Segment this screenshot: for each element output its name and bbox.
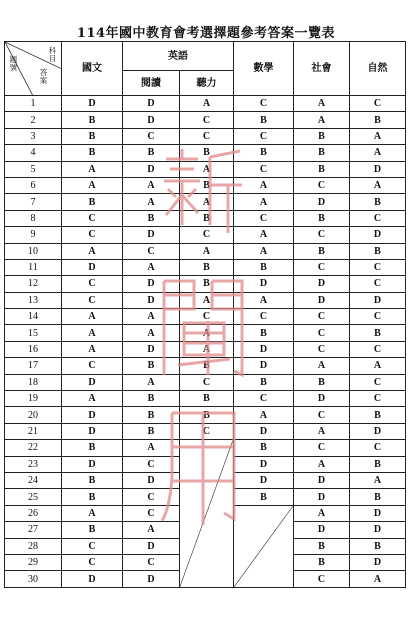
table-row	[5, 128, 406, 144]
question-number: 30	[5, 571, 62, 587]
table-row	[5, 259, 406, 275]
answer-science: B	[350, 325, 406, 341]
answer-listening: B	[180, 210, 234, 226]
answer-chinese: B	[62, 194, 123, 210]
table-row	[5, 227, 406, 243]
question-number: 15	[5, 325, 62, 341]
answer-chinese: B	[62, 128, 123, 144]
answer-science: C	[350, 309, 406, 325]
answer-social: B	[294, 161, 350, 177]
question-number: 9	[5, 227, 62, 243]
answer-reading: D	[123, 227, 180, 243]
answer-science: D	[350, 423, 406, 439]
answer-reading: A	[123, 440, 180, 456]
answer-social: C	[294, 325, 350, 341]
answer-reading: C	[123, 128, 180, 144]
answer-listening: A	[180, 325, 234, 341]
answer-science: D	[350, 292, 406, 308]
answer-social: B	[294, 128, 350, 144]
question-number: 6	[5, 177, 62, 193]
answer-math: C	[234, 309, 294, 325]
corner-subject-label: 科目	[48, 46, 57, 63]
table-row	[5, 358, 406, 374]
answer-math: B	[234, 145, 294, 161]
table-row	[5, 292, 406, 308]
answer-math: C	[234, 128, 294, 144]
answer-listening: A	[180, 243, 234, 259]
answer-listening: B	[180, 259, 234, 275]
answer-reading: C	[123, 489, 180, 505]
answer-listening: A	[180, 292, 234, 308]
answer-science: A	[350, 145, 406, 161]
table-row	[5, 161, 406, 177]
question-number: 26	[5, 505, 62, 521]
question-number: 16	[5, 341, 62, 357]
answer-math: A	[234, 194, 294, 210]
question-number: 17	[5, 358, 62, 374]
answer-math: C	[234, 210, 294, 226]
answer-social: C	[294, 407, 350, 423]
answer-math: A	[234, 243, 294, 259]
answer-social: D	[294, 522, 350, 538]
answer-chinese: B	[62, 112, 123, 128]
header-listening: 聽力	[180, 71, 234, 96]
table-row	[5, 276, 406, 292]
answer-chinese: D	[62, 259, 123, 275]
answer-chinese: D	[62, 96, 123, 112]
answer-social: C	[294, 440, 350, 456]
answer-social: B	[294, 374, 350, 390]
answer-reading: D	[123, 571, 180, 587]
table-row	[5, 374, 406, 390]
answer-chinese: B	[62, 440, 123, 456]
answer-math: D	[234, 358, 294, 374]
header-science: 自然	[350, 42, 406, 96]
answer-science: B	[350, 456, 406, 472]
answer-reading: C	[123, 505, 180, 521]
question-number: 13	[5, 292, 62, 308]
table-row	[5, 177, 406, 193]
answer-reading: D	[123, 112, 180, 128]
answer-listening: B	[180, 407, 234, 423]
question-number: 28	[5, 538, 62, 554]
question-number: 29	[5, 554, 62, 570]
answer-math: B	[234, 112, 294, 128]
header-social: 社會	[294, 42, 350, 96]
answer-listening: A	[180, 194, 234, 210]
answer-chinese: D	[62, 423, 123, 439]
answer-listening: A	[180, 96, 234, 112]
table-row	[5, 112, 406, 128]
answer-listening: A	[180, 341, 234, 357]
answer-science: A	[350, 177, 406, 193]
answer-reading: B	[123, 358, 180, 374]
answer-social: D	[294, 472, 350, 488]
answer-social: B	[294, 538, 350, 554]
answer-social: D	[294, 489, 350, 505]
answer-social: C	[294, 227, 350, 243]
corner-header-cell	[5, 42, 62, 96]
answer-social: D	[294, 194, 350, 210]
answer-chinese: A	[62, 325, 123, 341]
answer-science: A	[350, 472, 406, 488]
answer-social: A	[294, 358, 350, 374]
answer-table	[4, 41, 406, 588]
corner-answer-label: 答案	[39, 68, 48, 85]
header-reading: 閱讀	[123, 71, 180, 96]
table-row	[5, 440, 406, 456]
answer-science: B	[350, 538, 406, 554]
answer-science: B	[350, 243, 406, 259]
table-row	[5, 423, 406, 439]
answer-reading: A	[123, 374, 180, 390]
answer-reading: A	[123, 259, 180, 275]
answer-social: C	[294, 177, 350, 193]
answer-reading: D	[123, 276, 180, 292]
question-number: 10	[5, 243, 62, 259]
answer-reading: A	[123, 325, 180, 341]
answer-chinese: B	[62, 522, 123, 538]
question-number: 11	[5, 259, 62, 275]
answer-math: B	[234, 374, 294, 390]
answer-chinese: A	[62, 505, 123, 521]
answer-reading: B	[123, 423, 180, 439]
answer-listening: C	[180, 423, 234, 439]
answer-math: A	[234, 407, 294, 423]
answer-chinese: B	[62, 489, 123, 505]
answer-social: D	[294, 276, 350, 292]
answer-social: D	[294, 391, 350, 407]
question-number: 12	[5, 276, 62, 292]
answer-listening: C	[180, 374, 234, 390]
question-number: 19	[5, 391, 62, 407]
answer-math: D	[234, 341, 294, 357]
answer-reading: A	[123, 309, 180, 325]
answer-math: D	[234, 423, 294, 439]
question-number: 7	[5, 194, 62, 210]
answer-social: B	[294, 210, 350, 226]
answer-chinese: D	[62, 571, 123, 587]
answer-science: C	[350, 341, 406, 357]
question-number: 24	[5, 472, 62, 488]
answer-social: B	[294, 243, 350, 259]
answer-reading: C	[123, 456, 180, 472]
question-number: 4	[5, 145, 62, 161]
question-number: 14	[5, 309, 62, 325]
empty-math-cell	[234, 505, 294, 587]
answer-reading: B	[123, 145, 180, 161]
answer-reading: A	[123, 194, 180, 210]
answer-chinese: C	[62, 210, 123, 226]
answer-chinese: A	[62, 243, 123, 259]
empty-listening-cell	[180, 440, 234, 588]
answer-science: C	[350, 210, 406, 226]
header-chinese: 國文	[62, 42, 123, 96]
answer-science: A	[350, 571, 406, 587]
answer-math: B	[234, 489, 294, 505]
answer-science: D	[350, 522, 406, 538]
answer-math: D	[234, 456, 294, 472]
answer-listening: C	[180, 309, 234, 325]
answer-chinese: C	[62, 227, 123, 243]
answer-chinese: B	[62, 472, 123, 488]
answer-chinese: C	[62, 292, 123, 308]
answer-social: C	[294, 259, 350, 275]
answer-social: A	[294, 112, 350, 128]
answer-science: C	[350, 96, 406, 112]
answer-social: C	[294, 571, 350, 587]
answer-science: C	[350, 259, 406, 275]
answer-listening: C	[180, 227, 234, 243]
answer-science: B	[350, 194, 406, 210]
answer-reading: A	[123, 522, 180, 538]
answer-science: B	[350, 112, 406, 128]
answer-chinese: A	[62, 309, 123, 325]
answer-math: A	[234, 227, 294, 243]
diagonal-slash	[180, 440, 233, 587]
question-number: 5	[5, 161, 62, 177]
answer-listening: C	[180, 128, 234, 144]
answer-listening: B	[180, 358, 234, 374]
table-row	[5, 210, 406, 226]
answer-listening: B	[180, 145, 234, 161]
table-row	[5, 96, 406, 112]
answer-math: B	[234, 325, 294, 341]
answer-reading: D	[123, 292, 180, 308]
answer-reading: B	[123, 210, 180, 226]
answer-reading: B	[123, 391, 180, 407]
question-number: 18	[5, 374, 62, 390]
answer-science: C	[350, 276, 406, 292]
table-row	[5, 243, 406, 259]
question-number: 20	[5, 407, 62, 423]
answer-reading: D	[123, 472, 180, 488]
table-row	[5, 325, 406, 341]
table-row	[5, 407, 406, 423]
answer-science: D	[350, 227, 406, 243]
answer-social: A	[294, 96, 350, 112]
answer-math: A	[234, 177, 294, 193]
table-row	[5, 341, 406, 357]
answer-math: C	[234, 161, 294, 177]
answer-chinese: B	[62, 145, 123, 161]
answer-reading: B	[123, 407, 180, 423]
answer-social: B	[294, 145, 350, 161]
answer-chinese: A	[62, 177, 123, 193]
answer-science: B	[350, 407, 406, 423]
answer-science: A	[350, 128, 406, 144]
answer-science: D	[350, 505, 406, 521]
answer-social: A	[294, 423, 350, 439]
question-number: 1	[5, 96, 62, 112]
answer-chinese: D	[62, 407, 123, 423]
answer-chinese: A	[62, 341, 123, 357]
answer-chinese: A	[62, 391, 123, 407]
question-number: 3	[5, 128, 62, 144]
answer-reading: D	[123, 341, 180, 357]
table-row	[5, 145, 406, 161]
answer-chinese: C	[62, 554, 123, 570]
answer-social: A	[294, 505, 350, 521]
question-number: 23	[5, 456, 62, 472]
question-number: 8	[5, 210, 62, 226]
answer-science: B	[350, 489, 406, 505]
answer-reading: A	[123, 177, 180, 193]
answer-science: C	[350, 440, 406, 456]
answer-social: C	[294, 309, 350, 325]
question-number: 22	[5, 440, 62, 456]
header-math: 數學	[234, 42, 294, 96]
answer-listening: B	[180, 391, 234, 407]
question-number: 21	[5, 423, 62, 439]
question-number: 25	[5, 489, 62, 505]
answer-listening: B	[180, 276, 234, 292]
answer-math: B	[234, 440, 294, 456]
page-title: 114年國中教育會考選擇題參考答案一覽表	[76, 26, 336, 41]
answer-math: B	[234, 259, 294, 275]
question-number: 2	[5, 112, 62, 128]
answer-social: B	[294, 554, 350, 570]
answer-chinese: C	[62, 358, 123, 374]
answer-math: D	[234, 276, 294, 292]
answer-science: A	[350, 358, 406, 374]
answer-science: D	[350, 161, 406, 177]
diagonal-slash	[234, 506, 293, 587]
answer-science: C	[350, 374, 406, 390]
answer-math: D	[234, 472, 294, 488]
answer-listening: C	[180, 112, 234, 128]
answer-reading: C	[123, 554, 180, 570]
answer-math: A	[234, 292, 294, 308]
answer-reading: D	[123, 161, 180, 177]
answer-social: A	[294, 456, 350, 472]
answer-reading: D	[123, 538, 180, 554]
answer-math: C	[234, 391, 294, 407]
answer-reading: C	[123, 243, 180, 259]
answer-math: C	[234, 96, 294, 112]
corner-question-label: 題號	[9, 55, 18, 72]
answer-chinese: A	[62, 161, 123, 177]
answer-chinese: C	[62, 276, 123, 292]
answer-science: D	[350, 554, 406, 570]
answer-social: D	[294, 292, 350, 308]
answer-chinese: C	[62, 538, 123, 554]
question-number: 27	[5, 522, 62, 538]
table-row	[5, 391, 406, 407]
answer-reading: D	[123, 96, 180, 112]
answer-chinese: D	[62, 374, 123, 390]
table-row	[5, 309, 406, 325]
answer-social: C	[294, 341, 350, 357]
answer-chinese: D	[62, 456, 123, 472]
answer-listening: B	[180, 177, 234, 193]
answer-listening: A	[180, 161, 234, 177]
header-english: 英語	[123, 42, 234, 71]
table-row	[5, 194, 406, 210]
answer-science: C	[350, 391, 406, 407]
